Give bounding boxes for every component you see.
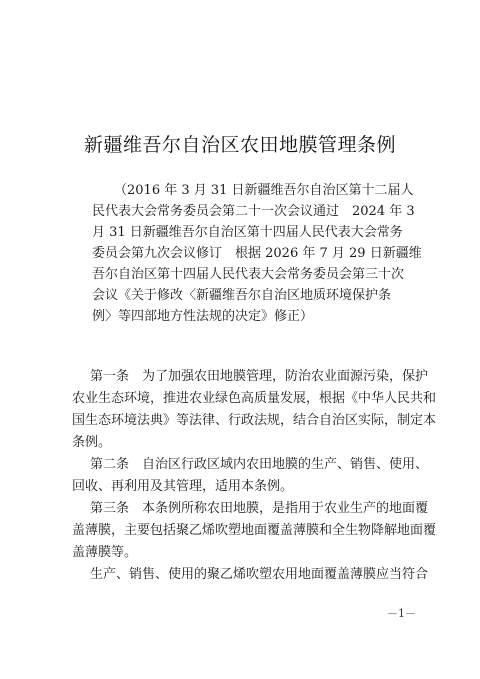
preface-line: 委员会第九次会议修订 根据 2026 年 7 月 29 日新疆维 — [92, 246, 422, 261]
article-3-line: 盖薄膜等。 — [72, 545, 138, 560]
article-1-line: 农业生态环境，推进农业绿色高质量发展，根据《中华人民共和 — [72, 391, 437, 406]
article-2-line: 第二条 自治区行政区域内农田地膜的生产、销售、使用、 — [90, 457, 429, 472]
preface-line: 民代表大会常务委员会第二十一次会议通过 2024 年 3 — [92, 204, 415, 219]
preface-line: 会议《关于修改〈新疆维吾尔自治区地质环境保护条 — [92, 288, 392, 303]
article-3-line: 盖薄膜，主要包括聚乙烯吹塑地面覆盖薄膜和全生物降解地面覆 — [72, 523, 437, 538]
article-3-paragraph-line: 生产、销售、使用的聚乙烯吹塑农用地面覆盖薄膜应当符合 — [90, 567, 429, 582]
article-1-line: 第一条 为了加强农田地膜管理，防治农业面源污染，保护 — [90, 369, 429, 384]
document-body — [72, 366, 437, 586]
article-3-line: 第三条 本条例所称农田地膜，是指用于农业生产的地面覆 — [90, 501, 429, 516]
page-number: －1－ — [387, 607, 416, 620]
document-title: 新疆维吾尔自治区农田地膜管理条例 — [83, 134, 396, 156]
article-1-line: 条例。 — [72, 435, 112, 450]
preface-note — [92, 180, 422, 327]
article-1-line: 国生态环境法典》等法律、行政法规，结合自治区实际，制定本 — [72, 413, 437, 428]
preface-line: （2016 年 3 月 31 日新疆维吾尔自治区第十二届人 — [114, 183, 414, 198]
article-2-line: 回收、再利用及其管理，适用本条例。 — [72, 479, 294, 494]
preface-line: 月 31 日新疆维吾尔自治区第十四届人民代表大会常务 — [92, 225, 403, 240]
preface-line: 例〉等四部地方性法规的决定》修正） — [92, 309, 314, 324]
preface-line: 吾尔自治区第十四届人民代表大会常务委员会第三十次 — [92, 267, 405, 282]
